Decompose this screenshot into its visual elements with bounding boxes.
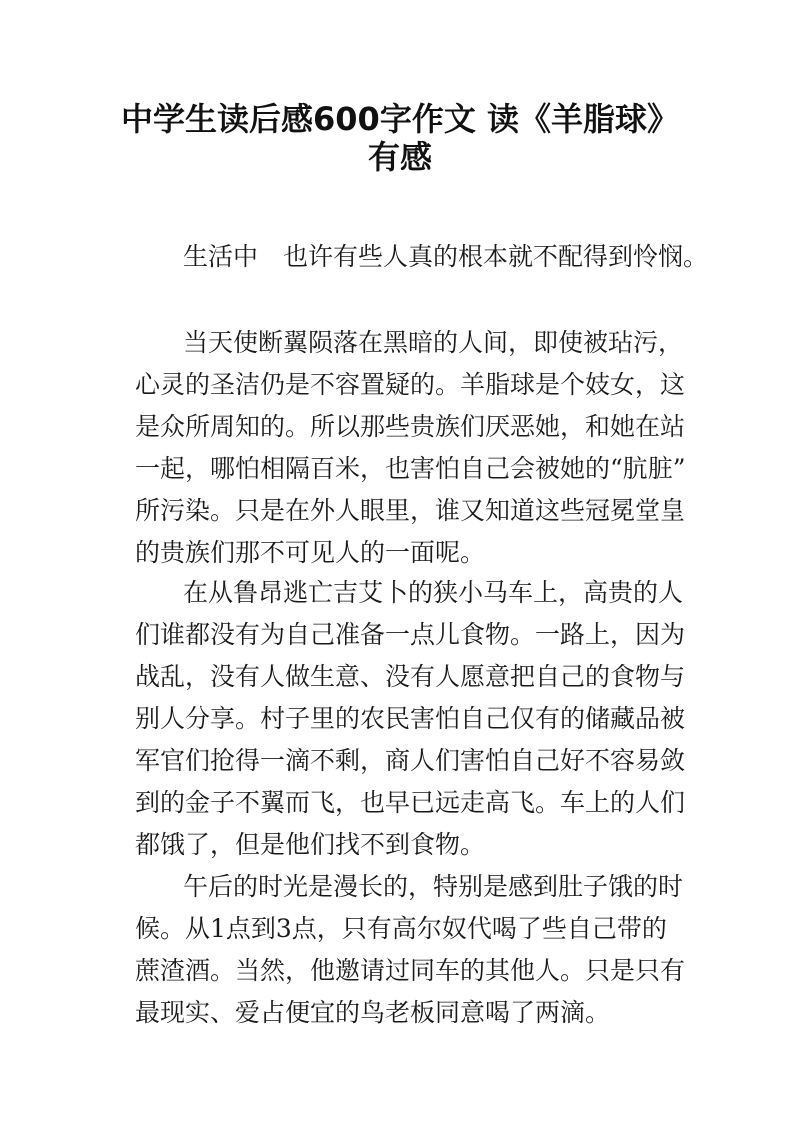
paragraph-angel xyxy=(135,322,686,574)
paragraph-line: 都饿了，但是他们找不到食物。 xyxy=(135,830,486,859)
paragraph-line: 们谁都没有为自己准备一点儿食物。一路上，因为 xyxy=(135,620,686,649)
paragraph-line: 的贵族们那不可见人的一面呢。 xyxy=(135,538,486,567)
paragraph-carriage xyxy=(135,572,686,866)
paragraph-intro xyxy=(135,236,709,278)
paragraph-line: 军官们抢得一滴不剩，商人们害怕自己好不容易敛 xyxy=(135,746,686,775)
paragraph-line: 别人分享。村子里的农民害怕自己仅有的储藏品被 xyxy=(135,704,686,733)
paragraph-line: 到的金子不翼而飞，也早已远走高飞。车上的人们 xyxy=(135,788,686,817)
paragraph-line: 候。从1点到3点，只有高尔奴代喝了些自己带的 xyxy=(135,914,667,943)
paragraph-line: 蔗渣酒。当然，他邀请过同车的其他人。只是只有 xyxy=(135,956,686,985)
paragraph-line: 所污染。只是在外人眼里，谁又知道这些冠冕堂皇 xyxy=(135,496,686,525)
paragraph-line: 在从鲁昂逃亡吉艾卜的狭小马车上，高贵的人 xyxy=(183,578,684,607)
paragraph-line: 一起，哪怕相隔百米，也害怕自己会被她的“肮脏” xyxy=(135,454,686,483)
paragraph-line: 是众所周知的。所以那些贵族们厌恶她，和她在站 xyxy=(135,412,686,441)
paragraph-line: 生活中 也许有些人真的根本就不配得到怜悯。 xyxy=(183,242,709,271)
paragraph-line: 当天使断翼陨落在黑暗的人间，即使被玷污， xyxy=(183,328,684,357)
paragraph-afternoon xyxy=(135,866,686,1034)
paragraph-line: 战乱，没有人做生意、没有人愿意把自己的食物与 xyxy=(135,662,686,691)
document-title xyxy=(100,100,700,176)
paragraph-line: 最现实、爱占便宜的鸟老板同意喝了两滴。 xyxy=(135,998,611,1027)
title-line-2: 有感 xyxy=(367,138,432,176)
paragraph-line: 午后的时光是漫长的，特别是感到肚子饿的时 xyxy=(183,872,684,901)
title-line-1: 中学生读后感600字作文 读《羊脂球》 xyxy=(121,100,679,138)
paragraph-line: 心灵的圣洁仍是不容置疑的。羊脂球是个妓女，这 xyxy=(135,370,686,399)
